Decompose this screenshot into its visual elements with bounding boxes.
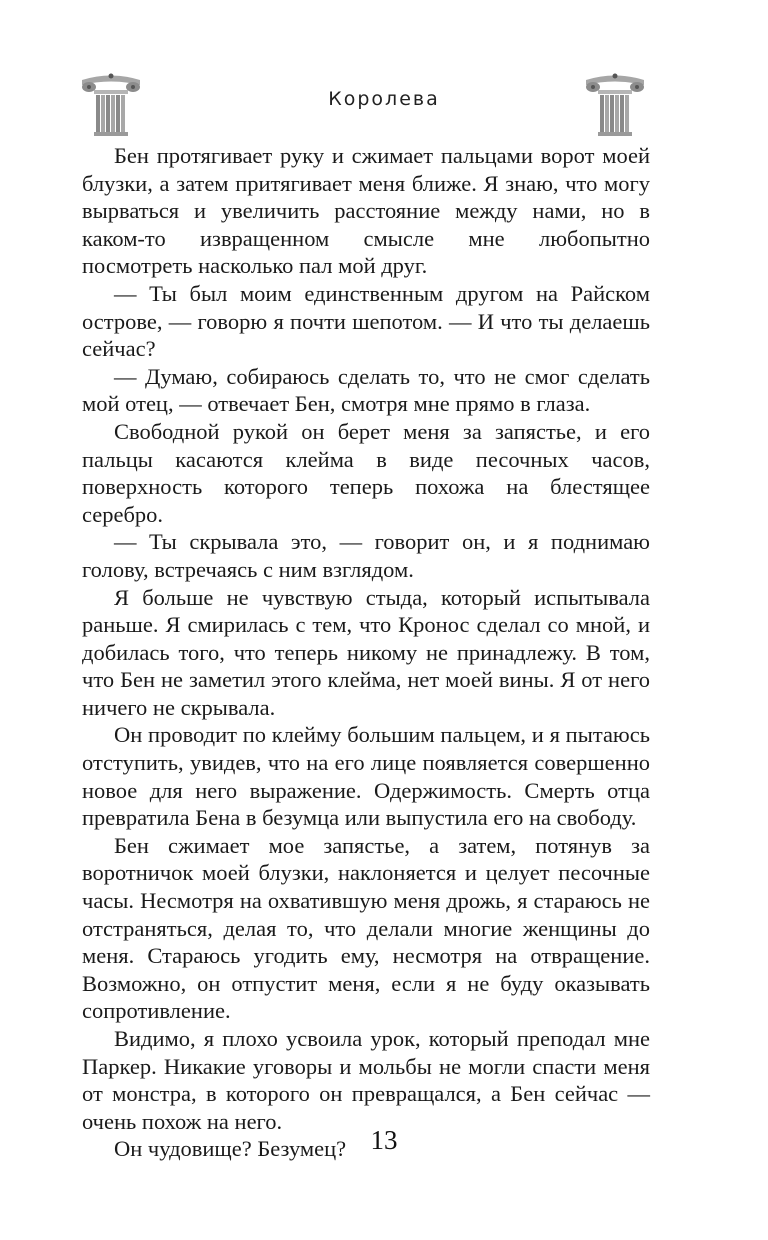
paragraph: Видимо, я плохо усвоила урок, который преподал мне Паркер. Никакие уговоры и мольбы не могли спасти меня от монстра, в которого он превращался, а Бен сейчас — очень похож на него. — [82, 1026, 650, 1134]
paragraph: — Ты был моим единственным другом на Райском острове, — говорю я почти шепотом. — И что ты делаешь сейчас? — [82, 280, 650, 362]
paragraph: Свободной рукой он берет меня за запястье, и его пальцы касаются клейма в виде песочных часов, поверхность которого теперь похожа на блестящее серебро. — [82, 418, 650, 527]
paragraph: Я больше не чувствую стыда, который испытывала раньше. Я смирилась с тем, что Кронос сделал со мной, и добилась того, что теперь никому не принадлежу. В том, что Бен не заметил этого клейма, нет моей вины. Я от него ничего не скрывала. — [82, 584, 650, 720]
page-number: 13 — [370, 1125, 398, 1155]
greek-column-right-icon — [584, 70, 646, 136]
paragraph: — Ты скрывала это, — говорит он, и я поднимаю голову, встречаясь с ним взглядом. — [82, 529, 650, 582]
page-body-text — [82, 142, 650, 1163]
paragraph: Он чудовище? Безумец? — [114, 1136, 347, 1162]
paragraph: Он проводит по клейму большим пальцем, и я пытаюсь отступить, увидев, что на его лице появляется совершенно новое для него выражение. Одержимость. Смерть отца превратила Бена в безумца или выпустила его на свободу. — [82, 722, 650, 831]
paragraph: Бен сжимает мое запястье, а затем, потянув за воротничок моей блузки, наклоняется и целует песочные часы. Несмотря на охватившую меня дрожь, я стараюсь не отстраняться, делая то, что делали многие женщины до меня. Стараюсь угодить ему, несмотря на отвращение. Возможно, он отпустит меня, если я не буду оказывать сопротивление. — [82, 832, 650, 1024]
paragraph: — Думаю, собираюсь сделать то, что не смог сделать мой отец, — отвечает Бен, смотря мне прямо в глаза. — [82, 363, 650, 417]
running-header-title: Королева — [328, 88, 440, 110]
paragraph: Бен протягивает руку и сжимает пальцами ворот моей блузки, а затем притягивает меня ближе. Я знаю, что могу вырваться и увеличить расстояние между нами, но в каком-то извращенном смысле мне любопытно посмотреть насколько пал мой друг. — [82, 143, 650, 279]
